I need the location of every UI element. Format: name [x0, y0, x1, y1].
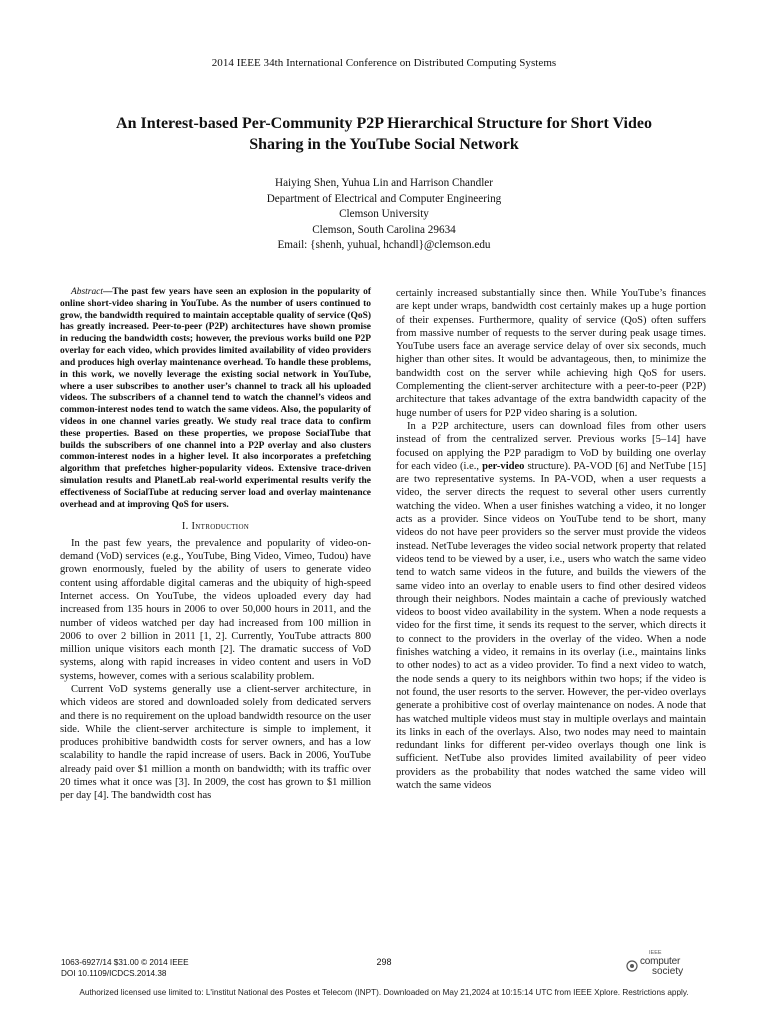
section-number: I.: [181, 521, 189, 533]
logo-computer-text: computer: [640, 956, 681, 967]
section-heading-introduction: [60, 520, 371, 533]
abstract-text: —The past few years have seen an explosion in the popularity of online short-video sharing in YouTube. As the number of users continued to grow, the bandwidth required to maintain acceptable quality of service (QoS) has greatly increased. Peer-to-peer (P2P) architectures have shown promise in reducing the bandwidth costs; however, the previous works build one P2P overlay for each video, which provides limited availability of video providers and produces high overlay maintenance overhead. To handle these problems, in this work, we novelly leverage the existing social network in YouTube, where a user subscribes to another user’s channel to track all his uploaded videos. The subscribers of a channel tend to watch the channel’s videos and common-interest nodes tend to watch the same videos. Also, the popularity of videos in one channel varies greatly. We study real trace data to confirm these properties. Based on these properties, we propose SocialTube that builds the subscribers of one channel into a P2P overlay and also clusters common-interest nodes in a higher level. It also incorporates a prefetching algorithm that prefetches higher-popularity videos. Extensive trace-driven simulation results and PlanetLab real-world experimental results verify the effectiveness of SocialTube at reducing server load and overlay maintenance overhead and at improving QoS for users.: [60, 287, 371, 510]
paper-title-line-1: An Interest-based Per-Community P2P Hierarchical Structure for Short Video: [116, 115, 652, 132]
logo-ieee-text: IEEE: [649, 950, 662, 956]
computer-society-emblem-icon: [626, 960, 638, 972]
intro-paragraph-continued: certainly increased substantially since then. While YouTube’s finances are kept under wraps, bandwidth cost certainly makes up a huge portion of their expenses. Furthermore, quality of service (QoS) often suffers from massive number of requests to the server during peak usage times. YouTube users face an average service delay of over six seconds, much higher than other sites. It would be advantageous, then, to minimize the bandwidth cost on the server while achieving high QoS for users. Complementing the client-server architecture with a peer-to-peer (P2P) architecture that takes advantage of the extra bandwidth capacity of the huge number of users for P2P video sharing is a solution.: [396, 288, 706, 419]
paper-title: [80, 113, 688, 155]
intro-paragraph-3-part-b: structure). PA-VOD [6] and NetTube [15] are two representative systems. In PA-VOD, when a user requests a video, the server directs the request to several other users currently watching the video. When a user finishes watching a video, it no longer acts as a provider. Since videos on YouTube tend to be short, many videos do not have peer providers so the server must provide the videos instead. NetTube leverages the video social network property that related videos tend to be viewed by a user, i.e., users who watch the same video tend to watch same videos in the future, and builds the viewers of the same video into an overlay to enable users to find other desired videos through their neighbors. Nodes maintain a cache of previously watched videos to boost video availability in the system. When a node requests a video for the first time, it sends its request to the server, which directs it to connect to the providers in the overlay of the video. When a node finishes watching a video, it remains in its overlay (i.e., maintains links to other nodes) to act as a video provider. To find a next video to watch, the node sends a query to its neighbors within two hops; if the video is not found, the user resorts to the server. However, the per-video overlays generate a prohibitive cost of overlay maintenance on nodes. A node that has watched multiple videos must stay in multiple overlays and maintain its links in each of the overlays. Also, two nodes may need to maintain redundant links for different per-video overlays though one link is sufficient. NetTube also provides limited availability of peer video providers as the probability that nodes watched the same video will watch the same videos: [396, 460, 706, 791]
author-location: Clemson, South Carolina 29634: [312, 223, 456, 236]
author-department: Department of Electrical and Computer Engineering: [266, 192, 502, 205]
per-video-term: per-video: [482, 460, 525, 472]
paper-title-line-2: Sharing in the YouTube Social Network: [249, 136, 519, 153]
conference-header: 2014 IEEE 34th International Conference on Distributed Computing Systems: [211, 57, 557, 69]
page-number: 298: [376, 957, 392, 967]
right-column: [396, 287, 706, 792]
license-notice: Authorized licensed use limited to: L'institut National des Postes et Telecom (INPT). Downloaded on May 21,2024 at 10:15:14 UTC from IEEE Xplore. Restrictions apply.: [79, 988, 689, 997]
intro-paragraph-2: Current VoD systems generally use a client-server architecture, in which videos are stored and downloaded solely from dedicated servers and there is no requirement on the upload bandwidth resource on the user side. While the client-server architecture is simple to implement, it produces prohibitive bandwidth costs for server owners, and has a low scalability to handle the rapid increase of users. Back in 2006, YouTube already paid over $1 million a month on bandwidth; with its traffic over 20 times what it once was [3]. In 2009, the cost has grown to $1 million per day [4]. The bandwidth cost has: [60, 684, 371, 802]
section-title: Introduction: [191, 521, 250, 533]
ieee-computer-society-logo: [626, 952, 696, 978]
author-university: Clemson University: [339, 208, 429, 221]
footer-issn: 1063-6927/14 $31.00 © 2014 IEEE: [61, 958, 189, 967]
author-names: Haiying Shen, Yuhua Lin and Harrison Chandler: [274, 177, 493, 189]
author-email: Email: {shenh, yuhual, hchandl}@clemson.edu: [277, 239, 491, 252]
footer-doi: DOI 10.1109/ICDCS.2014.38: [61, 969, 167, 978]
intro-paragraph-3: [396, 420, 706, 792]
intro-paragraph-1: In the past few years, the prevalence and popularity of video-on-demand (VoD) services (e.g., YouTube, Bing Video, Vimeo, Tudou) have grown enormously, fueled by the ability of users to generate video content using affordable digital cameras and the ubiquity of high-speed Internet access. On YouTube, the videos uploaded every day had increased from 135 hours in 2006 to over 50,000 hours in 2011, and the number of videos watched per day had increased from 100 million in 2006 to over 2 billion in 2011 [1, 2]. Currently, YouTube attracts 800 million unique visitors each month [2]. The dramatic success of VoD systems, along with rapid increases in video content and users in VoD systems, however, comes with a serious scalability problem.: [60, 537, 371, 682]
intro-paragraph-3-part-a: In a P2P architecture, users can download files from other users instead of from the centralized server. Previous works [5–14] have focused on applying the P2P paradigm to VoD by building one overlay for each video (i.e.,: [396, 420, 706, 472]
logo-society-text: society: [652, 966, 684, 977]
author-block: [0, 176, 768, 254]
abstract: [60, 287, 371, 511]
left-column: [60, 287, 371, 803]
abstract-label: Abstract: [71, 287, 103, 297]
